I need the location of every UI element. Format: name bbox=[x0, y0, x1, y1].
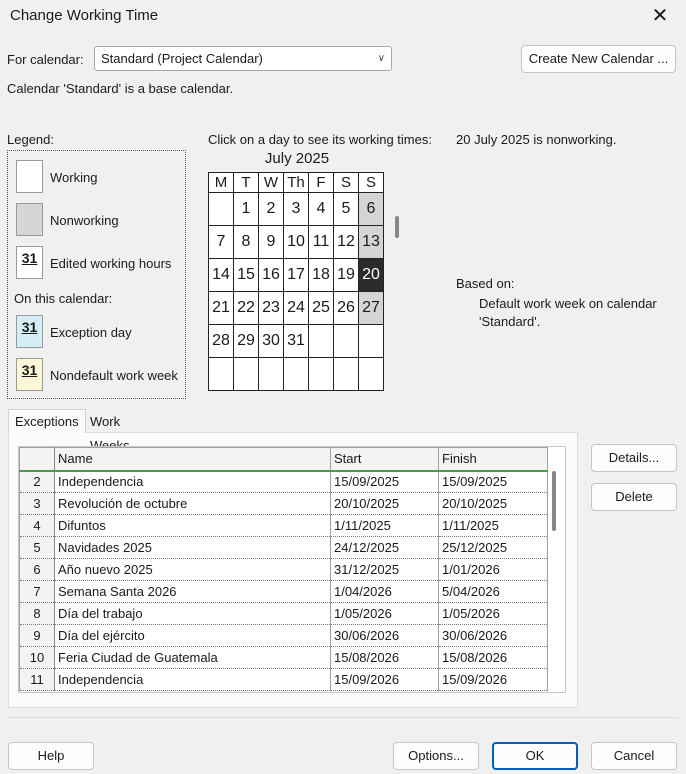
calendar-month-title: July 2025 bbox=[264, 150, 330, 167]
calendar-day-nonworking[interactable]: 13 bbox=[359, 226, 384, 259]
calendar-day[interactable]: 4 bbox=[309, 193, 334, 226]
tab-work-weeks[interactable]: Work bbox=[90, 414, 121, 429]
table-row[interactable] bbox=[20, 493, 548, 515]
calendar-scrollbar[interactable] bbox=[395, 216, 399, 238]
calendar-select-value: Standard (Project Calendar) bbox=[101, 51, 263, 66]
calendar-day[interactable]: 7 bbox=[209, 226, 234, 259]
calendar-day[interactable]: 28 bbox=[209, 325, 234, 358]
legend-exception-label: Exception day bbox=[50, 325, 132, 340]
exception-day-swatch: 31 bbox=[16, 315, 43, 348]
calendar-day[interactable] bbox=[259, 358, 284, 391]
exception-finish-cell[interactable]: 1/05/2026 bbox=[439, 603, 548, 625]
legend-edited-label: Edited working hours bbox=[50, 256, 172, 271]
calendar-day[interactable] bbox=[359, 325, 384, 358]
options-button[interactable]: Options... bbox=[393, 742, 479, 770]
row-index[interactable]: 6 bbox=[20, 559, 55, 581]
day-header: F bbox=[309, 173, 334, 193]
calendar-day[interactable] bbox=[309, 358, 334, 391]
exception-finish-cell[interactable]: 15/08/2026 bbox=[439, 647, 548, 669]
exception-name-cell[interactable]: Independencia bbox=[55, 669, 331, 691]
day-header: W bbox=[259, 173, 284, 193]
row-header-corner bbox=[20, 448, 55, 471]
base-calendar-note: Calendar 'Standard' is a base calendar. bbox=[7, 81, 234, 96]
exception-finish-cell[interactable]: 20/10/2025 bbox=[439, 493, 548, 515]
exception-start-cell[interactable]: 1/04/2026 bbox=[331, 581, 439, 603]
row-index[interactable]: 5 bbox=[20, 537, 55, 559]
exceptions-table bbox=[19, 447, 548, 691]
calendar-day[interactable]: 25 bbox=[309, 292, 334, 325]
exceptions-scrollbar[interactable] bbox=[552, 471, 556, 531]
exception-start-cell[interactable]: 15/08/2026 bbox=[331, 647, 439, 669]
cancel-button[interactable]: Cancel bbox=[591, 742, 677, 770]
calendar-day[interactable]: 19 bbox=[334, 259, 359, 292]
exception-start-cell[interactable]: 1/05/2026 bbox=[331, 603, 439, 625]
calendar-day[interactable]: 29 bbox=[234, 325, 259, 358]
calendar-day[interactable]: 30 bbox=[259, 325, 284, 358]
ok-button[interactable]: OK bbox=[492, 742, 578, 770]
table-row[interactable] bbox=[20, 559, 548, 581]
nondefault-week-swatch: 31 bbox=[16, 358, 43, 391]
exception-name-cell[interactable]: Revolución de octubre bbox=[55, 493, 331, 515]
exception-start-cell[interactable]: 1/11/2025 bbox=[331, 515, 439, 537]
table-row[interactable] bbox=[20, 471, 548, 493]
nonworking-swatch bbox=[16, 203, 43, 236]
based-on-text-line1: Default work week on calendar bbox=[479, 296, 657, 311]
exception-finish-cell[interactable]: 15/09/2026 bbox=[439, 669, 548, 691]
exception-name-cell[interactable]: Difuntos bbox=[55, 515, 331, 537]
column-header-finish[interactable]: Finish bbox=[439, 448, 548, 471]
table-row[interactable] bbox=[20, 537, 548, 559]
table-row[interactable] bbox=[20, 581, 548, 603]
exception-finish-cell[interactable]: 1/01/2026 bbox=[439, 559, 548, 581]
exception-name-cell[interactable]: Feria Ciudad de Guatemala bbox=[55, 647, 331, 669]
row-index[interactable]: 10 bbox=[20, 647, 55, 669]
delete-button[interactable]: Delete bbox=[591, 483, 677, 511]
exception-name-cell[interactable]: Independencia bbox=[55, 471, 331, 493]
calendar-select[interactable] bbox=[94, 46, 392, 71]
legend-title: Legend: bbox=[7, 132, 54, 147]
exception-finish-cell[interactable]: 25/12/2025 bbox=[439, 537, 548, 559]
divider bbox=[8, 717, 678, 718]
calendar-day-selected[interactable]: 20 bbox=[359, 259, 384, 292]
calendar-day[interactable]: 12 bbox=[334, 226, 359, 259]
row-index[interactable]: 9 bbox=[20, 625, 55, 647]
calendar-day[interactable]: 5 bbox=[334, 193, 359, 226]
calendar-day[interactable]: 1 bbox=[234, 193, 259, 226]
chevron-down-icon[interactable]: ∨ bbox=[377, 53, 385, 64]
row-index[interactable]: 3 bbox=[20, 493, 55, 515]
exception-start-cell[interactable]: 30/06/2026 bbox=[331, 625, 439, 647]
calendar-day[interactable]: 26 bbox=[334, 292, 359, 325]
exception-name-cell[interactable]: Año nuevo 2025 bbox=[55, 559, 331, 581]
column-header-start[interactable]: Start bbox=[331, 448, 439, 471]
table-row[interactable] bbox=[20, 625, 548, 647]
calendar-day[interactable]: 3 bbox=[284, 193, 309, 226]
calendar-day[interactable]: 11 bbox=[309, 226, 334, 259]
calendar-day[interactable]: 24 bbox=[284, 292, 309, 325]
table-row[interactable] bbox=[20, 669, 548, 691]
row-index[interactable]: 11 bbox=[20, 669, 55, 691]
calendar-day[interactable]: 17 bbox=[284, 259, 309, 292]
exception-finish-cell[interactable]: 30/06/2026 bbox=[439, 625, 548, 647]
calendar-day[interactable] bbox=[309, 325, 334, 358]
working-swatch bbox=[16, 160, 43, 193]
calendar-day[interactable]: 8 bbox=[234, 226, 259, 259]
legend-nonworking-label: Nonworking bbox=[50, 213, 119, 228]
calendar-day[interactable]: 15 bbox=[234, 259, 259, 292]
calendar-day[interactable] bbox=[209, 358, 234, 391]
exception-finish-cell[interactable]: 15/09/2025 bbox=[439, 471, 548, 493]
table-row[interactable] bbox=[20, 603, 548, 625]
calendar-day[interactable]: 10 bbox=[284, 226, 309, 259]
row-index[interactable]: 8 bbox=[20, 603, 55, 625]
exception-start-cell[interactable]: 20/10/2025 bbox=[331, 493, 439, 515]
calendar-day[interactable] bbox=[334, 325, 359, 358]
day-header: S bbox=[359, 173, 384, 193]
dialog-title: Change Working Time bbox=[10, 7, 159, 24]
row-index[interactable]: 4 bbox=[20, 515, 55, 537]
calendar-day[interactable]: 18 bbox=[309, 259, 334, 292]
exception-name-cell[interactable]: Día del trabajo bbox=[55, 603, 331, 625]
exception-start-cell[interactable]: 15/09/2025 bbox=[331, 471, 439, 493]
exception-start-cell[interactable]: 15/09/2026 bbox=[331, 669, 439, 691]
close-icon[interactable]: ✕ bbox=[651, 5, 669, 27]
day-status-text: 20 July 2025 is nonworking. bbox=[456, 132, 617, 147]
calendar-day[interactable]: 2 bbox=[259, 193, 284, 226]
row-index[interactable]: 7 bbox=[20, 581, 55, 603]
calendar-day[interactable]: 14 bbox=[209, 259, 234, 292]
calendar-day[interactable] bbox=[209, 193, 234, 226]
based-on-label: Based on: bbox=[456, 276, 515, 291]
exception-start-cell[interactable]: 24/12/2025 bbox=[331, 537, 439, 559]
day-header: S bbox=[334, 173, 359, 193]
exception-finish-cell[interactable]: 1/11/2025 bbox=[439, 515, 548, 537]
calendar-day[interactable]: 22 bbox=[234, 292, 259, 325]
calendar-day[interactable]: 23 bbox=[259, 292, 284, 325]
exception-name-cell[interactable]: Día del ejército bbox=[55, 625, 331, 647]
calendar-day[interactable] bbox=[234, 358, 259, 391]
calendar-day[interactable] bbox=[334, 358, 359, 391]
exception-name-cell[interactable]: Semana Santa 2026 bbox=[55, 581, 331, 603]
table-row[interactable] bbox=[20, 515, 548, 537]
day-header: Th bbox=[284, 173, 309, 193]
calendar-day[interactable]: 21 bbox=[209, 292, 234, 325]
calendar-day[interactable]: 16 bbox=[259, 259, 284, 292]
based-on-text-line2: 'Standard'. bbox=[479, 314, 541, 329]
legend-panel bbox=[7, 150, 186, 399]
calendar-day[interactable]: 31 bbox=[284, 325, 309, 358]
exception-start-cell[interactable]: 31/12/2025 bbox=[331, 559, 439, 581]
calendar-day-nonworking[interactable]: 6 bbox=[359, 193, 384, 226]
legend-on-this-label: On this calendar: bbox=[14, 291, 113, 306]
exceptions-grid[interactable] bbox=[18, 446, 566, 693]
exception-finish-cell[interactable]: 5/04/2026 bbox=[439, 581, 548, 603]
calendar-day[interactable]: 9 bbox=[259, 226, 284, 259]
edited-hours-swatch: 31 bbox=[16, 246, 43, 279]
click-day-hint: Click on a day to see its working times: bbox=[208, 132, 432, 147]
day-header: M bbox=[209, 173, 234, 193]
tab-exceptions[interactable]: Exceptions bbox=[8, 409, 86, 433]
calendar-day[interactable] bbox=[359, 358, 384, 391]
exception-name-cell[interactable]: Navidades 2025 bbox=[55, 537, 331, 559]
legend-working-label: Working bbox=[50, 170, 98, 185]
calendar-day[interactable] bbox=[284, 358, 309, 391]
calendar-grid bbox=[208, 172, 384, 391]
column-header-name[interactable]: Name bbox=[55, 448, 331, 471]
help-button[interactable]: Help bbox=[8, 742, 94, 770]
create-new-calendar-button[interactable]: Create New Calendar ... bbox=[521, 45, 676, 73]
legend-nondefault-label: Nondefault work week bbox=[50, 368, 178, 383]
for-calendar-label: For calendar: bbox=[7, 52, 84, 67]
row-index[interactable]: 2 bbox=[20, 471, 55, 493]
details-button[interactable]: Details... bbox=[591, 444, 677, 472]
calendar-day-nonworking[interactable]: 27 bbox=[359, 292, 384, 325]
table-row[interactable] bbox=[20, 647, 548, 669]
day-header: T bbox=[234, 173, 259, 193]
